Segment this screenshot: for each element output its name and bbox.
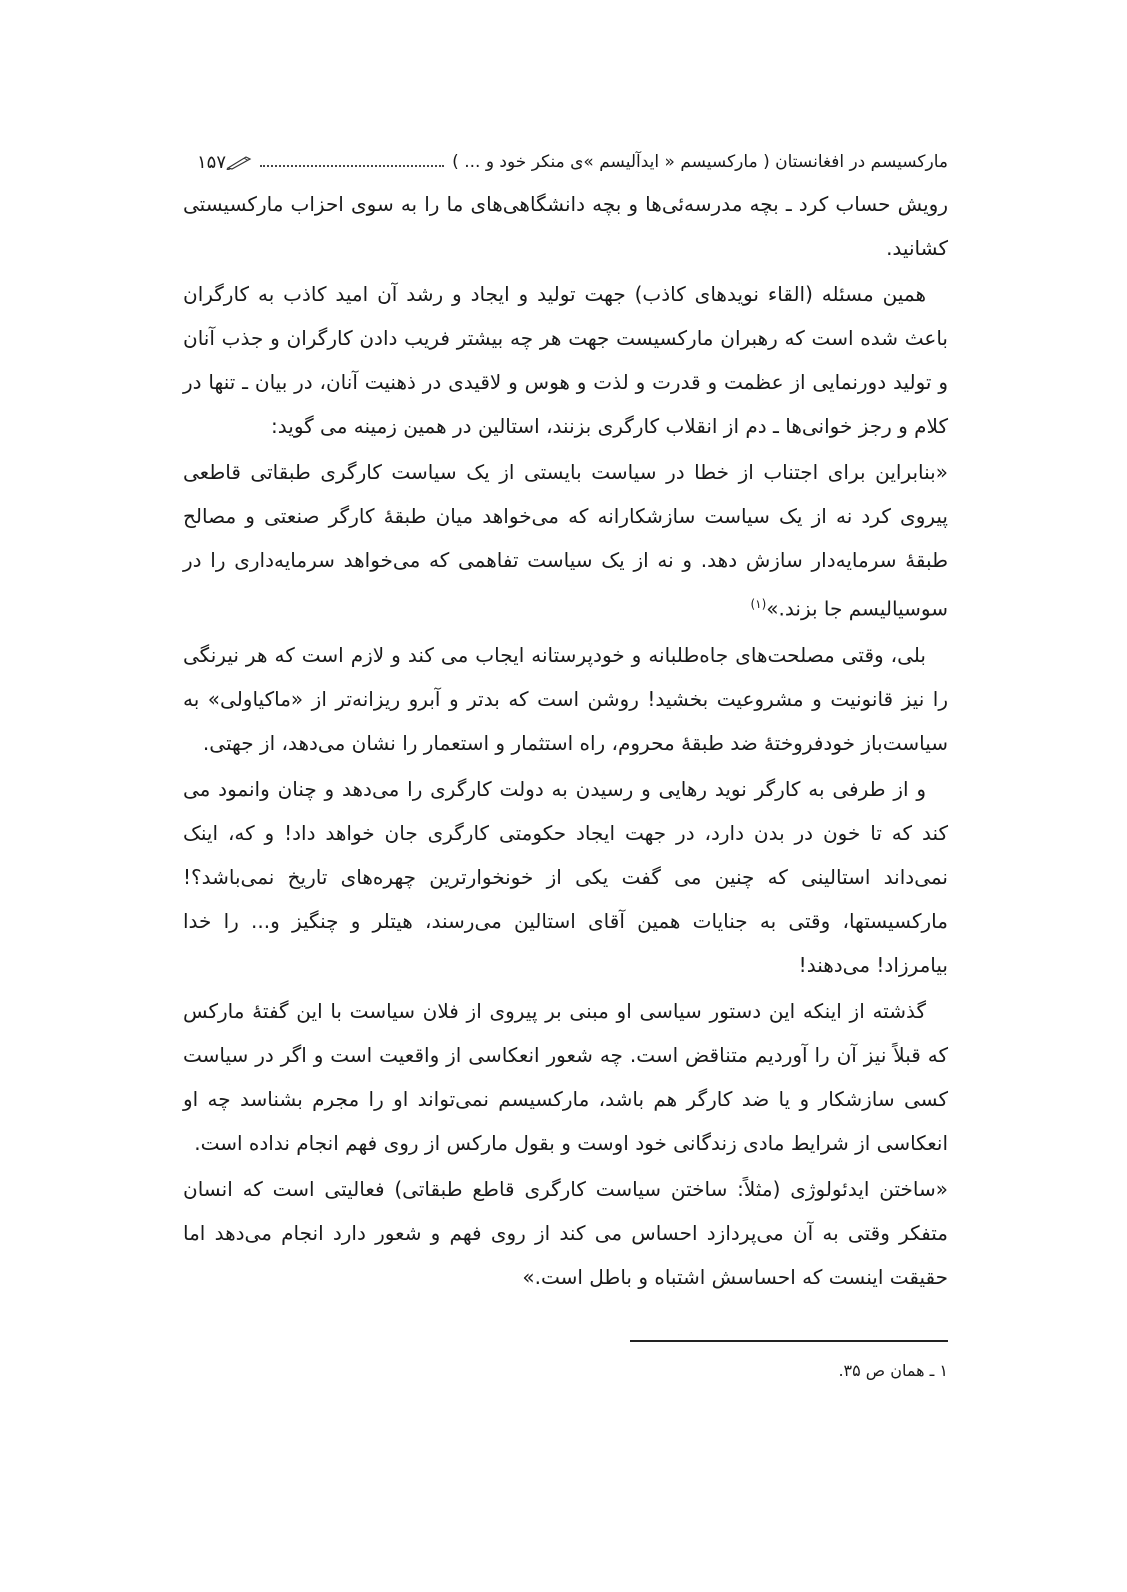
header-page-group: [183, 152, 252, 173]
paragraph-1: رویش حساب کرد ـ بچه مدرسه‌ئی‌ها و بچه دانشگاهی‌های ما را به سوی احزاب مارکسیستی کشانید.: [183, 192, 948, 260]
paragraph-4: بلی، وقتی مصلحت‌های جاه‌طلبانه و خودپرستانه ایجاب می کند و لازم است که هر نیرنگی را نیز قانونیت و مشروعیت بخشید! روشن است که بدتر و آبرو ریزانه‌تر از «ماکیاولی» به سیاست‌باز خودفروختهٔ ضد طبقهٔ محروم، راه استثمار و استعمار را نشان می‌دهد، از جهتی.: [183, 642, 948, 755]
header-title: مارکسیسم در افغانستان ( مارکسیسم « ایدآلیسم »ی منکر خود و ... ): [452, 152, 948, 172]
running-header: [183, 145, 948, 179]
page-number: ۱۵۷: [197, 151, 227, 173]
footnote: ۱ ـ همان ص ۳۵.: [838, 1361, 948, 1380]
paragraph-6: گذشته از اینکه این دستور سیاسی او مبنی بر پیروی از فلان سیاست با این گفتهٔ مارکس که قبلاً نیز آن را آوردیم متناقض است. چه شعور انعکاسی از واقعیت است و اگر در سیاست کسی سازشکار و یا ضد کارگر هم باشد، مارکسیسم نمی‌تواند او را مجرم بشناسد چه او انعکاسی از شرایط مادی زندگانی خود اوست و بقول مارکس از روی فهم انجام نداده است.: [183, 998, 948, 1155]
quote-stalin: [183, 450, 948, 631]
paragraph-2: همین مسئله (القاء نویدهای کاذب) جهت تولید و ایجاد و رشد آن امید کاذب به کارگران باعث شده است که رهبران مارکسیست جهت هر چه بیشتر فریب دادن کارگران و جذب آنان و تولید دورنمایی از عظمت و قدرت و لذت و هوس و لاقیدی در ذهنیت آنان، در بیان ـ تنها در کلام و رجز خوانی‌ها ـ دم از انقلاب کارگری بزنند، استالین در همین زمینه می گوید:: [183, 282, 948, 438]
paragraph-5: و از طرفی به کارگر نوید رهایی و رسیدن به دولت کارگری را می‌دهد و چنان وانمود می کند که تا خون در بدن دارد، در جهت ایجاد حکومتی کارگری جان خواهد داد! و که، اینک نمی‌داند استالینی که چنین می گفت یکی از خونخوارترین چهره‌های تاریخ نمی‌باشد؟! مارکسیستها، وقتی به جنایات همین آقای استالین می‌رسند، هیتلر و چنگیز و... را خدا بیامرزاد! می‌دهند!: [183, 776, 948, 977]
body-text: [183, 182, 948, 1301]
footnote-divider: [630, 1340, 948, 1342]
header-dot-leader: [260, 165, 444, 167]
footnote-reference: (۱): [750, 597, 767, 611]
quote-stalin-text: «بنابراین برای اجتناب از خطا در سیاست بایستی از یک سیاست کارگری طبقاتی قاطعی پیروی کرد نه از یک سیاست سازشکارانه که می‌خواهد میان طبقهٔ کارگر صنعتی و مصالح طبقهٔ سرمایه‌دار سازش دهد. و نه از یک سیاست تفاهمی که می‌خواهد سرمایه‌داری را در سوسیالیسم جا بزند.»: [183, 460, 948, 621]
pen-icon: [226, 154, 252, 170]
quote-marx: «ساختن ایدئولوژی (مثلاً: ساختن سیاست کارگری قاطع طبقاتی) فعالیتی است که انسان متفکر وقتی به آن می‌پردازد احساس می کند از روی فهم و شعور دارد انجام می‌دهد اما حقیقت اینست که احساسش اشتباه و باطل است.»: [183, 1176, 948, 1289]
